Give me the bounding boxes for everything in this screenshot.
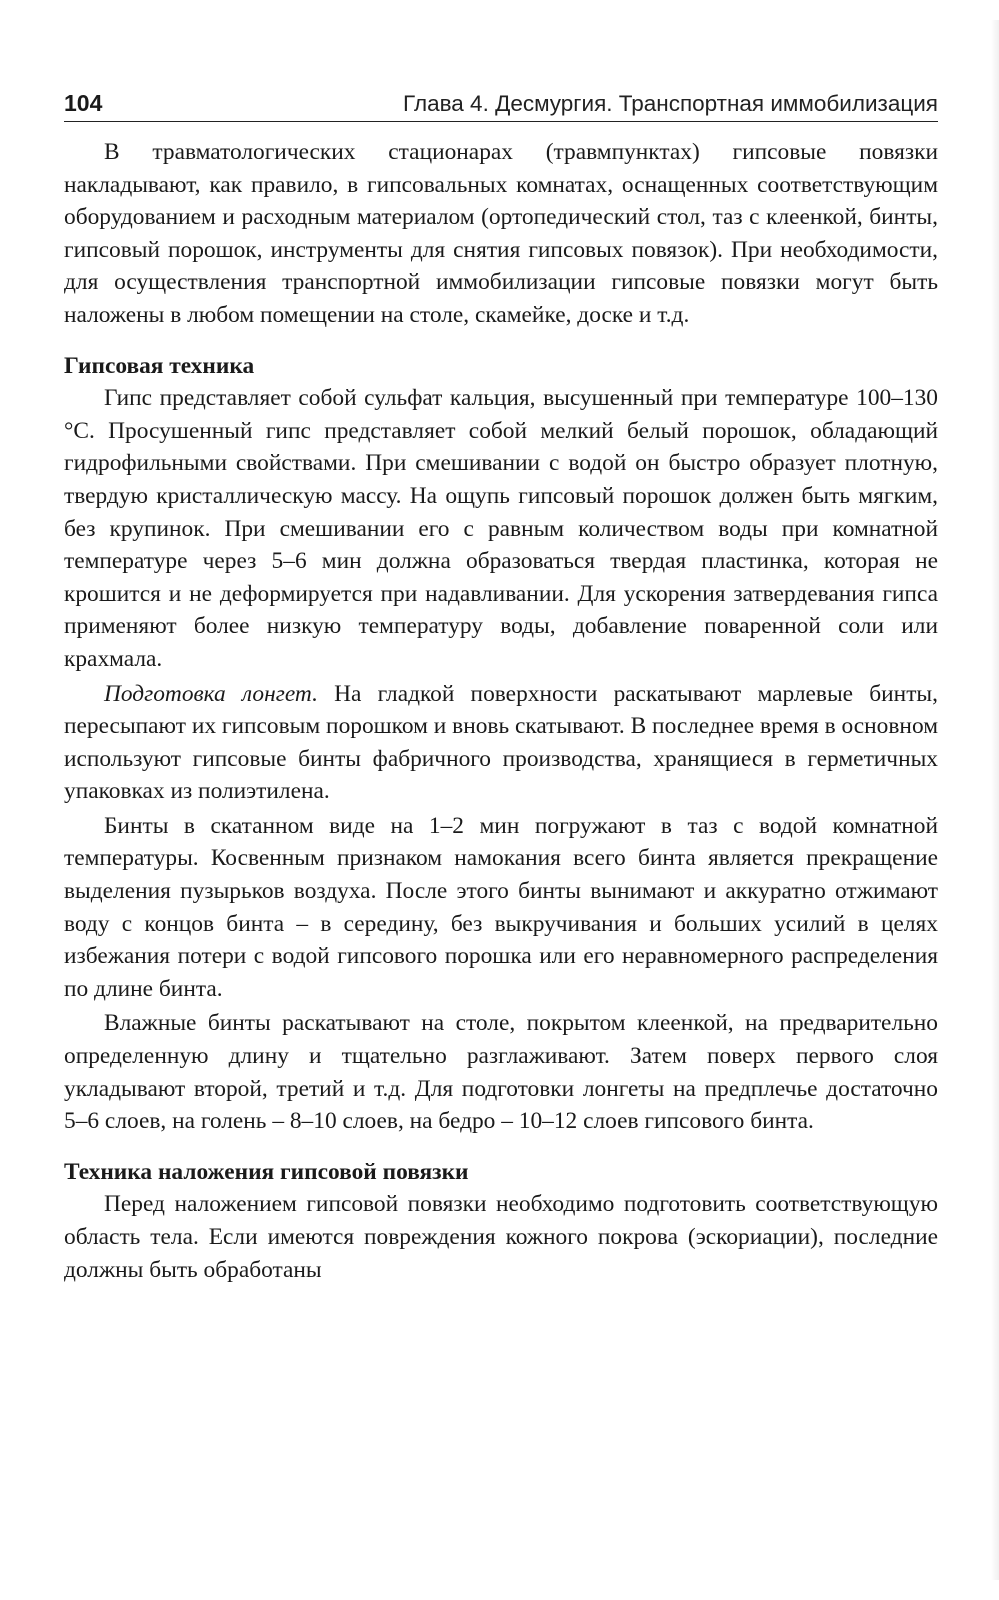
- section2-paragraph-1: Перед наложением гипсовой повязки необходимо подготовить соответствующую область тела. Если имеются повреждения кожного покрова (эскориации), последние должны быть обработаны: [64, 1191, 938, 1283]
- paragraph-lead-italic: Подготовка лонгет.: [104, 680, 318, 707]
- section1-paragraph-1: Гипс представляет собой сульфат кальция, высушенный при температуре 100–130 °С. Просушенный гипс представляет собой мелкий белый порошок, обладающий гидрофильными свойствами. При смешивании с водой он быстро образует плотную, твердую кристаллическую массу. На ощупь гипсовый порошок должен быть мягким, без крупинок. При смешивании его с равным количеством воды при комнатной температуре через 5–6 мин должна образоваться твердая пластинка, которая не крошится и не деформируется при надавливании. Для ускорения затвердевания гипса применяют более низкую температуру воды, добавление поваренной соли или крахмала.: [64, 385, 938, 672]
- page-header: [64, 88, 938, 122]
- section1-paragraph-2: [64, 678, 938, 808]
- scan-edge-shadow: [991, 20, 999, 1580]
- page-number: 104: [64, 90, 103, 116]
- section-heading-cast-application: Техника наложения гипсовой повязки: [64, 1158, 469, 1185]
- page-body: [64, 136, 938, 1286]
- paragraph-body: На гладкой поверхности раскатывают марлевые бинты, пересыпают их гипсовым порошком и вновь скатывают. В последнее время в основном используют гипсовые бинты фабричного производства, хранящиеся в герметичных упаковках из полиэтилена.: [64, 680, 938, 805]
- section1-paragraph-3: Бинты в скатанном виде на 1–2 мин погружают в таз с водой комнатной температуры. Косвенным признаком намокания всего бинта является прекращение выделения пузырьков воздуха. После этого бинты вынимают и аккуратно отжимают воду с концов бинта – в середину, без выкручивания и больших усилий в целях избежания потери с водой гипсового порошка или его неравномерного распределения по длине бинта.: [64, 812, 938, 1002]
- section1-paragraph-4: Влажные бинты раскатывают на столе, покрытом клеенкой, на предварительно определенную длину и тщательно разглаживают. Затем поверх первого слоя укладывают второй, третий и т.д. Для подготовки лонгеты на предплечье достаточно 5–6 слоев, на голень – 8–10 слоев, на бедро – 10–12 слоев гипсового бинта.: [64, 1010, 938, 1135]
- intro-paragraph: В травматологических стационарах (травмпунктах) гипсовые повязки накладывают, как правило, в гипсовальных комнатах, оснащенных соответствующим оборудованием и расходным материалом (ортопедический стол, таз с клеенкой, бинты, гипсовый порошок, инструменты для снятия гипсовых повязок). При необходимости, для осуществления транспортной иммобилизации гипсовые повязки могут быть наложены в любом помещении на столе, скамейке, доске и т.д.: [64, 139, 938, 328]
- running-title: Глава 4. Десмургия. Транспортная иммобилизация: [403, 91, 938, 116]
- book-page: [64, 88, 938, 1286]
- section-heading-gypsum-technique: Гипсовая техника: [64, 352, 255, 379]
